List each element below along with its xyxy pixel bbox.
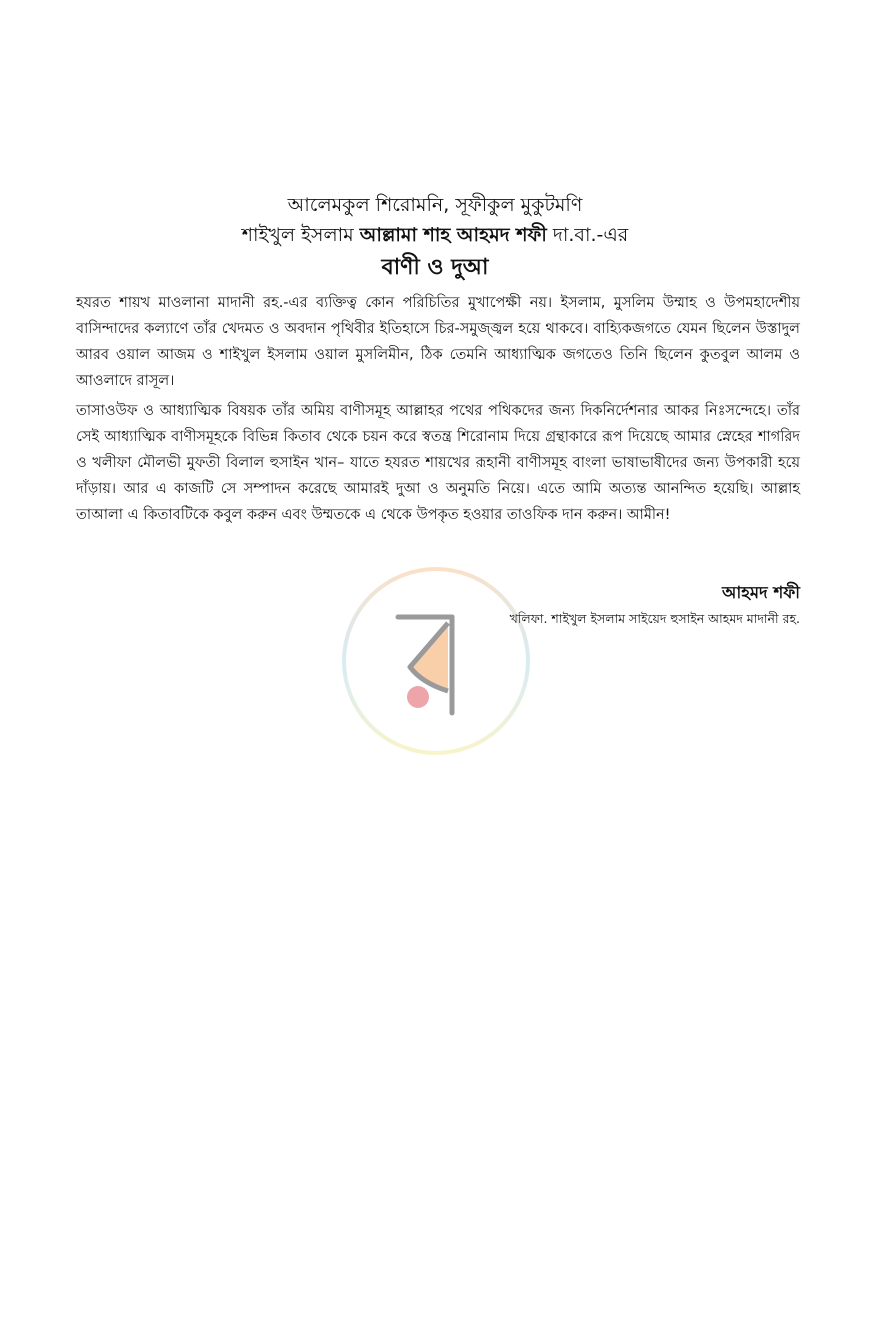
header-honorific: আলেমকুল শিরোমনি, সূফীকুল মুকুটমণি: [287, 194, 583, 216]
logo-dot: [407, 686, 429, 708]
signature-title: খলিফা. শাইখুল ইসলাম সাইয়েদ হুসাইন আহমদ মাদানী রহ.: [509, 611, 800, 626]
header-author-prefix: শাইখুল ইসলাম: [241, 224, 360, 246]
signature-name: আহমদ শফী: [721, 583, 800, 602]
header-author-suffix: দা.বা.-এর: [546, 224, 629, 246]
logo-glyph-ra: [398, 617, 452, 713]
header-author-name: আল্লামা শাহ আহমদ শফী: [359, 224, 547, 246]
body-paragraph-1: হযরত শায়খ মাওলানা মাদানী রহ.-এর ব্যক্তিত্ব কোন পরিচিতির মুখাপেক্ষী নয়। ইসলাম, মুসলিম উম্মাহ ও উপমহাদেশীয় বাসিন্দাদের কল্যাণে তাঁর খেদমত ও অবদান পৃথিবীর ইতিহাসে চির-সমুজ্জ্বল হয়ে থাকবে। বাহ্যিকজগতে যেমন ছিলেন উস্তাদুল আরব ওয়াল আজম ও শাইখুল ইসলাম ওয়াল মুসলিমীন, ঠিক তেমনি আধ্যাত্মিক জগতেও তিনি ছিলেন কুতবুল আলম ও আওলাদে রাসূল।: [76, 295, 800, 389]
header-author-line: [60, 222, 810, 248]
body-paragraph-2: তাসাওউফ ও আধ্যাত্মিক বিষয়ক তাঁর অমিয় বাণীসমূহ আল্লাহর পথের পথিকদের জন্য দিকনির্দেশনার আকর নিঃসন্দেহে। তাঁর সেই আধ্যাত্মিক বাণীসমূহকে বিভিন্ন কিতাব থেকে চয়ন করে স্বতন্ত্র শিরোনাম দিয়ে গ্রন্থাকারে রূপ দিয়েছে আমার স্নেহের শাগরিদ ও খলীফা মৌলভী মুফতী বিলাল হুসাইন খান– যাতে হযরত শায়খের রূহানী বাণীসমূহ বাংলা ভাষাভাষীদের জন্য উপকারী হয়ে দাঁড়ায়। আর এ কাজটি সে সম্পাদন করেছে আমারই দুআ ও অনুমতি নিয়ে। এতে আমি অত্যন্ত আনন্দিত হয়েছি। আল্লাহ তাআলা এ কিতাবটিকে কবুল করুন এবং উম্মতকে এ থেকে উপকৃত হওয়ার তাওফিক দান করুন। আমীন!: [76, 403, 800, 523]
publisher-logo-watermark: [340, 565, 532, 757]
page-title: বাণী ও দুআ: [381, 255, 489, 280]
